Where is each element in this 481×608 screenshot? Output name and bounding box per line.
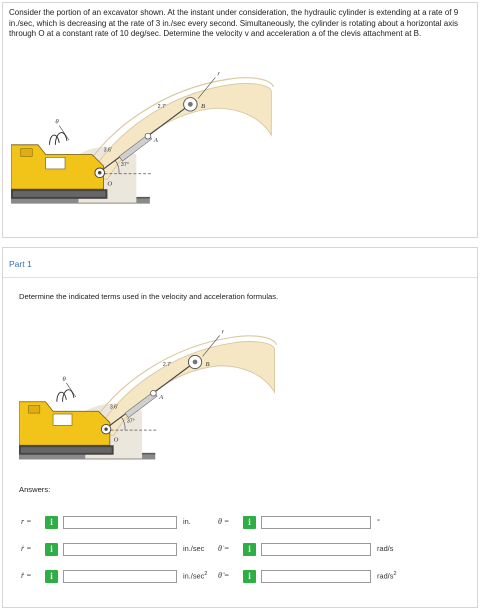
symbol-theta-dot: θ̇ =: [218, 544, 230, 553]
label-length-oa: 3.6': [103, 147, 112, 154]
r-dot-input[interactable]: [63, 543, 177, 556]
label-length-oa: 3.6': [109, 404, 119, 411]
info-icon[interactable]: i: [45, 543, 58, 556]
problem-statement-card: [2, 2, 478, 238]
info-icon[interactable]: i: [243, 543, 256, 556]
part-instruction: Determine the indicated terms used in the velocity and acceleration formulas.: [19, 292, 279, 301]
answer-row-1: [3, 514, 477, 532]
answer-row-2: [3, 541, 477, 559]
part-card: [2, 247, 478, 608]
label-a: A: [153, 136, 158, 144]
info-icon[interactable]: i: [45, 570, 58, 583]
r-ddot-unit-base: in./sec: [183, 571, 205, 581]
part-title[interactable]: Part 1: [9, 259, 32, 269]
info-icon[interactable]: i: [243, 516, 256, 529]
symbol-theta: θ =: [218, 517, 230, 526]
answer-row-3: [3, 568, 477, 586]
excavator-figure: [11, 45, 281, 235]
label-theta: θ: [62, 375, 66, 383]
theta-dot-input[interactable]: [261, 543, 371, 556]
label-angle: 37°: [120, 162, 129, 169]
label-length-ab: 2.7': [162, 361, 172, 368]
label-o: O: [113, 436, 119, 444]
excavator-figure-part: [19, 314, 284, 480]
label-a: A: [159, 393, 164, 401]
theta-unit: °: [377, 517, 380, 526]
info-icon[interactable]: i: [243, 570, 256, 583]
theta-ddot-unit-exp: 2: [393, 571, 397, 577]
symbol-r-dot: ṙ =: [21, 544, 32, 553]
label-length-ab: 2.7': [157, 104, 166, 111]
r-input[interactable]: [63, 516, 177, 529]
label-angle: 37°: [126, 418, 135, 425]
label-o: O: [107, 180, 113, 188]
answers-label: Answers:: [19, 485, 51, 494]
info-icon[interactable]: i: [45, 516, 58, 529]
theta-ddot-input[interactable]: [261, 570, 371, 583]
theta-ddot-unit: [377, 571, 397, 580]
label-r: r: [221, 328, 225, 336]
symbol-r: r =: [21, 517, 32, 526]
label-r: r: [217, 70, 220, 78]
label-b: B: [205, 360, 210, 368]
symbol-theta-ddot: θ̈ =: [218, 571, 230, 580]
part-header[interactable]: [3, 248, 477, 278]
problem-text: Consider the portion of an excavator shown. At the instant under consideration, the hydraulic cylinder is extending at a rate of 9 in./sec, which is decreasing at the rate of 3 in./sec every second. Simultaneously, the cylinder is rotating about a horizontal axis through O at a constant rate of 10 deg/sec. Determine the velocity v and acceleration a of the clevis attachment at B.: [9, 8, 459, 38]
theta-dot-unit: rad/s: [377, 544, 394, 553]
r-ddot-unit: [183, 571, 207, 580]
r-unit: in.: [183, 517, 191, 526]
label-b: B: [200, 103, 206, 111]
label-theta: θ: [55, 118, 59, 126]
theta-ddot-unit-base: rad/s: [377, 571, 394, 581]
theta-input[interactable]: [261, 516, 371, 529]
r-dot-unit: in./sec: [183, 544, 205, 553]
r-ddot-input[interactable]: [63, 570, 177, 583]
r-ddot-unit-exp: 2: [204, 571, 208, 577]
symbol-r-ddot: r̈ =: [21, 571, 32, 580]
